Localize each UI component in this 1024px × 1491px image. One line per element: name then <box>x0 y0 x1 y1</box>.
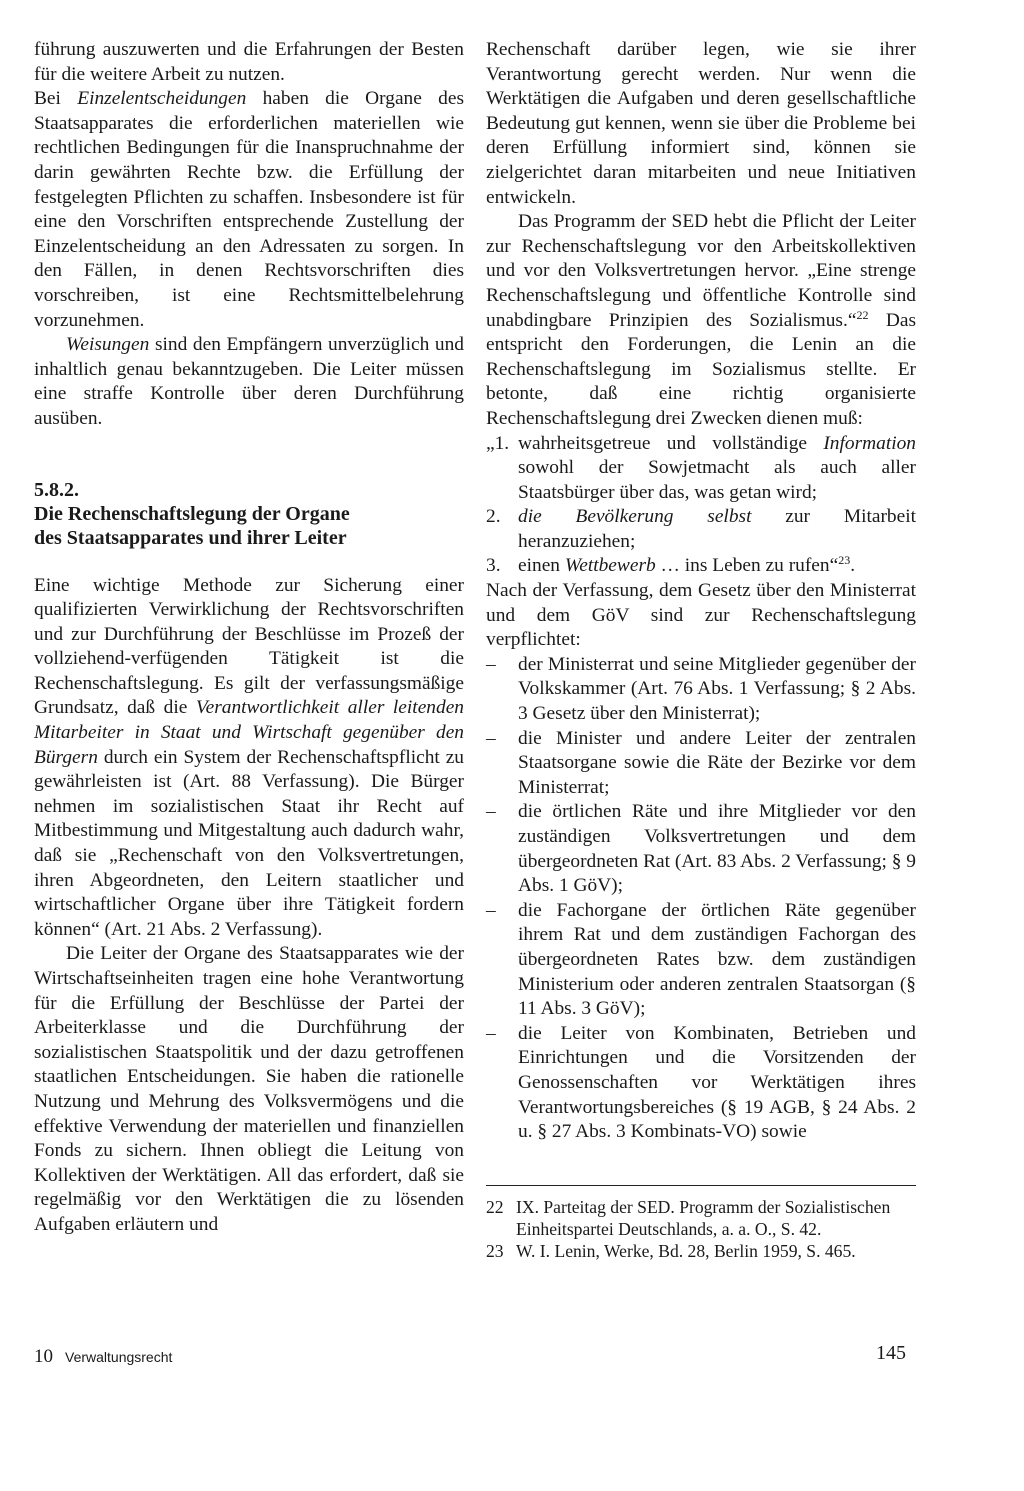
dash-list-item <box>486 899 916 1022</box>
dash-marker: – <box>486 653 496 675</box>
paragraph-continued: führung auszuwerten und die Erfahrungen der Besten für die weitere Arbeit zu nutzen. <box>34 39 464 85</box>
list-text: … ins Leben zu rufen“ <box>655 555 839 577</box>
list-item <box>486 554 916 579</box>
dash-list-text: die Minister und andere Leiter der zentralen Staatsorgane sowie die Räte der Bezirke vor dem Ministerrat; <box>518 727 916 798</box>
dash-list-text: der Ministerrat und seine Mitglieder gegenüber der Volkskammer (Art. 76 Abs. 1 Verfassung; § 2 Abs. 3 Gesetz über den Ministerrat); <box>518 653 916 725</box>
list-text: zur Mitarbeit heranzuziehen; <box>518 506 916 552</box>
paragraph-text: Eine wichtige Methode zur Sicherung einer qualifizierten Verwirklichung der Rechtsvorschriften und zur Durchführung der Beschlüsse im Prozeß der vollziehend-verfügenden Tätigkeit ist die Rechenschaftslegung. Es gilt der verfassungsmäßige Grundsatz, daß die <box>34 574 464 719</box>
paragraph-text: durch ein System der Rechenschaftspflicht zu gewährleisten ist (Art. 88 Verfassung). Die Bürger nehmen im sozialistischen Staat ihr Recht auf Mitbestimmung und Mitgestaltung auch dadurch wahr, daß sie „Rechenschaft von den Volksvertretungen, ihren Abgeordneten, den Leitern staatlicher und wirtschaftlicher Organe über ihre Tätigkeit fordern können“ (Art. 21 Abs. 2 Verfassung). <box>34 746 464 940</box>
dash-list-text: die Fachorgane der örtlichen Räte gegenüber ihrem Rat und dem zuständigen Fachorgan des übergeordneten Rates bzw. dem zuständigen Ministerium oder anderen zentralen Staatsorgan (§ 11 Abs. 3 GöV); <box>518 899 916 1020</box>
paragraph-verfassung: Nach der Verfassung, dem Gesetz über den Ministerrat und dem GöV sind zur Rechenschaftslegung verpflichtet: <box>486 580 916 651</box>
paragraph-text: Das entspricht den Forderungen, die Lenin an die Rechenschaftslegung im Sozialismus stellte. Er betonte, daß eine richtig organisierte Rechenschaftslegung drei Zwecken dienen muß: <box>486 309 916 429</box>
list-number: 2. <box>486 506 501 528</box>
footnotes <box>486 1196 916 1262</box>
emphasis-weisungen: Weisungen <box>66 334 150 356</box>
list-number: 3. <box>486 555 501 577</box>
paragraph-text: Das Programm der SED hebt die Pflicht der Leiter zur Rechenschaftslegung vor den Arbeitskollektiven und vor den Volksvertretungen hervor. „Eine strenge Rechenschaftslegung und öffentliche Kontrolle sind unabdingbare Prinzipien des Sozialismus.“ <box>486 211 916 331</box>
dash-list-item <box>486 800 916 898</box>
footnote-22 <box>486 1196 916 1240</box>
footnote-ref-22: 22 <box>856 307 869 322</box>
running-title: Verwaltungsrecht <box>65 1349 173 1365</box>
emphasis-einzelentscheidungen: Einzelentscheidungen <box>77 88 247 110</box>
footnote-text: W. I. Lenin, Werke, Bd. 28, Berlin 1959, S. 465. <box>516 1240 856 1261</box>
page-footer <box>34 1346 172 1368</box>
footnote-text: IX. Parteitag der SED. Programm der Sozialistischen Einheitspartei Deutschlands, a. a. O., S. 42. <box>516 1196 891 1239</box>
paragraph-text: Bei <box>34 88 78 110</box>
list-item <box>486 505 916 554</box>
paragraph-programm <box>486 210 916 431</box>
footnote-rule <box>486 1185 916 1186</box>
list-text: wahrheitsgetreue und vollständige <box>518 432 824 454</box>
paragraph-einzelentscheidungen <box>34 87 464 333</box>
list-number: „1. <box>486 432 510 454</box>
section-title-line-1: Die Rechenschaftslegung der Organe <box>34 502 350 525</box>
footnote-23 <box>486 1240 916 1262</box>
footnote-number: 23 <box>486 1240 504 1261</box>
footnote-ref-23: 23 <box>838 553 851 568</box>
paragraph-text: sind den Empfängern unverzüglich und inhaltlich genau bekanntzugeben. Die Leiter müssen eine straffe Kontrolle über deren Durchführung ausüben. <box>34 334 464 429</box>
section-title-line-2: des Staatsapparates und ihrer Leiter <box>34 526 347 549</box>
right-column <box>486 38 916 1262</box>
dash-marker: – <box>486 727 496 749</box>
dash-list-item <box>486 727 916 801</box>
list-text: sowohl der Sowjetmacht als auch aller Staatsbürger über das, was getan wird; <box>518 457 916 503</box>
signature-mark: 10 <box>34 1346 53 1367</box>
section-number: 5.8.2. <box>34 478 79 501</box>
dash-marker: – <box>486 1022 496 1044</box>
emphasis-verantwortlichkeit: Verantwortlichkeit aller leitenden Mitarbeiter in Staat und Wirtschaft gegenüber den Bürgern <box>34 697 464 768</box>
dash-marker: – <box>486 899 496 921</box>
left-column <box>34 38 464 1238</box>
footnote-number: 22 <box>486 1196 504 1217</box>
paragraph-weisungen <box>34 333 464 431</box>
list-text: . <box>850 555 856 577</box>
emphasis-information: Information <box>823 432 916 454</box>
emphasis-wettbewerb: Wettbewerb <box>564 555 656 577</box>
list-item <box>486 432 916 506</box>
dash-list-text: die Leiter von Kombinaten, Betrieben und Einrichtungen und die Vorsitzenden der Genossenschaften vor Werktätigen ihres Verantwortungsbereiches (§ 19 AGB, § 24 Abs. 2 u. § 27 Abs. 3 Kombinats-VO) sowie <box>518 1022 916 1143</box>
paragraph-methode <box>34 574 464 943</box>
paragraph-rechenschaft: Rechenschaft darüber legen, wie sie ihrer Verantwortung gerecht werden. Nur wenn die Werktätigen die Aufgaben und deren gesellschaftliche Bedeutung gut kennen, wenn sie über die Probleme bei deren Erfüllung informiert sind, können sie zielgerichtet daran mitarbeiten und neue Initiativen entwickeln. <box>486 39 916 208</box>
list-text: einen <box>518 555 565 577</box>
section-heading <box>34 478 464 550</box>
paragraph-leiter: Die Leiter der Organe des Staatsapparates wie der Wirtschaftseinheiten tragen eine hohe Verantwortung für die Erfüllung der Beschlüsse der Partei der Arbeiterklasse und die Durchführung der sozialistischen Staatspolitik und der dazu getroffenen staatlichen Entscheidungen. Sie haben die rationelle Nutzung und Mehrung des Volksvermögens und die effektive Verwendung der materiellen und finanziellen Fonds zu sichern. Ihnen obliegt die Leitung von Kollektiven der Werktätigen. All das erfordert, daß sie regelmäßig vor den Werktätigen die zu lösenden Aufgaben erläutern und <box>34 943 464 1235</box>
dash-list-item <box>486 1022 916 1145</box>
dash-marker: – <box>486 801 496 823</box>
page-number: 145 <box>876 1342 906 1364</box>
emphasis-bevoelkerung: die Bevölkerung selbst <box>518 506 752 528</box>
dash-list-item <box>486 653 916 727</box>
paragraph-text: haben die Organe des Staatsapparates die erforderlichen materiellen wie rechtlichen Bedingungen für die Inanspruchnahme der darin gewährten Rechte bzw. die Erfüllung der festgelegten Pflichten zu schaffen. Insbesondere ist für eine den Vorschriften entsprechende Zustellung der Einzelentscheidung an den Adressaten zu sorgen. In den Fällen, in denen Rechtsvorschriften dies vorschreiben, ist eine Rechtsmittelbelehrung vorzunehmen. <box>34 88 464 331</box>
dash-list-text: die örtlichen Räte und ihre Mitglieder vor den zuständigen Volksvertretungen und dem übergeordneten Rat (Art. 83 Abs. 2 Verfassung; § 9 Abs. 1 GöV); <box>518 801 916 897</box>
